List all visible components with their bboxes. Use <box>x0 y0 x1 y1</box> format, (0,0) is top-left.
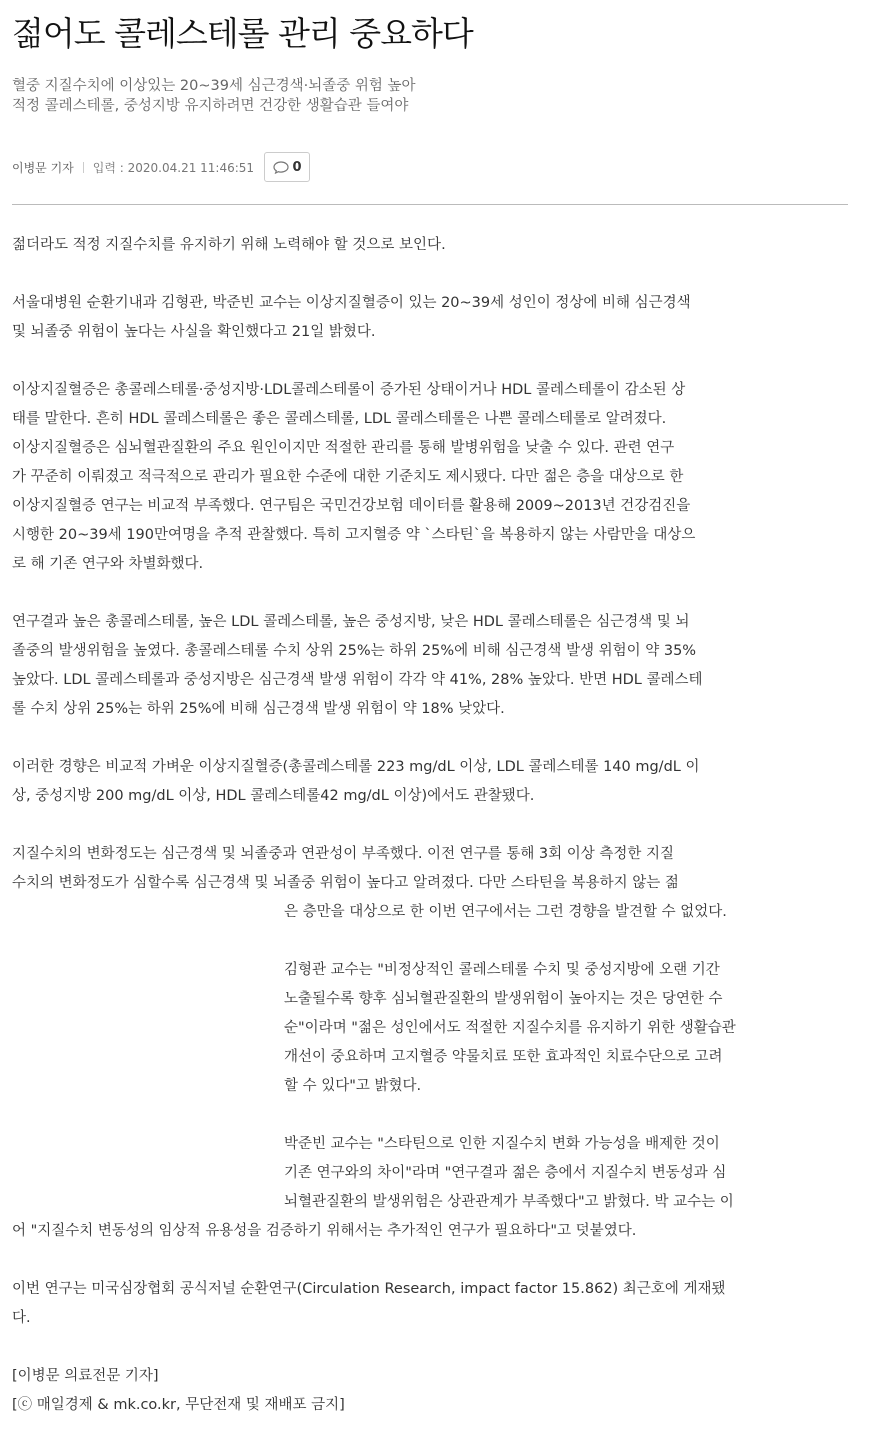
paragraph: 서울대병원 순환기내과 김형관, 박준빈 교수는 이상지질혈증이 있는 20~39세 성인이 정상에 비해 심근경색 및 뇌졸중 위험이 높다는 사실을 확인했다고 21일 밝혔다. <box>12 295 691 340</box>
paragraph: 이번 연구는 미국심장협회 공식저널 순환연구(Circulation Research, impact factor 15.862) 최근호에 게재됐 다. <box>12 1281 726 1326</box>
paragraph: 젊더라도 적정 지질수치를 유지하기 위해 노력해야 할 것으로 보인다. <box>12 237 446 253</box>
header-divider <box>12 204 848 205</box>
paragraph: 김형관 교수는 "비정상적인 콜레스테롤 수치 및 중성지방에 오랜 기간 노출될수록 향후 심뇌혈관질환의 발생위험이 높아지는 것은 당연한 수 순"이라며 "젊은 성인에서도 적절한 지질수치를 유지하기 위한 생활습관 개선이 중요하며 고지혈증 약물치료 또한 효과적인 치료수단으로 고려 할 수 있다"고 밝혔다. <box>284 962 736 1094</box>
article-subtitle <box>12 76 415 116</box>
paragraph: 이상지질혈증은 총콜레스테롤·중성지방·LDL콜레스테롤이 증가된 상태이거나 HDL 콜레스테롤이 감소된 상 태를 말한다. 흔히 HDL 콜레스테롤은 좋은 콜레스테롤, LDL 콜레스테롤은 나쁜 콜레스테롤로 알려졌다. 이상지질혈증은 심뇌혈관질환의 주요 원인이지만 적절한 관리를 통해 발병위험을 낮출 수 있다. 관련 연구 가 꾸준히 이뤄졌고 적극적으로 관리가 필요한 수준에 대한 기준치도 제시됐다. 다만 젊은 층을 대상으로 한 이상지질혈증 연구는 비교적 부족했다. 연구팀은 국민건강보험 데이터를 활용해 2009~2013년 건강검진을 시행한 20~39세 190만여명을 추적 관찰했다. 특히 고지혈증 약 `스타틴`을 복용하지 않는 사람만을 대상으 로 해 기존 연구와 차별화했다. <box>12 382 696 572</box>
paragraph: 박준빈 교수는 "스타틴으로 인한 지질수치 변화 가능성을 배제한 것이 기존 연구와의 차이"라며 "연구결과 젊은 층에서 지질수치 변동성과 심 뇌혈관질환의 발생위험은 상관관계가 부족했다"고 밝혔다. 박 교수는 이 <box>284 1136 734 1210</box>
reporter-byline: [이병문 의료전문 기자] <box>12 1368 159 1384</box>
paragraph: 이러한 경향은 비교적 가벼운 이상지질혈증(총콜레스테롤 223 mg/dL 이상, LDL 콜레스테롤 140 mg/dL 이 상, 중성지방 200 mg/dL 이상, HDL 콜레스테롤42 mg/dL 이상)에서도 관찰됐다. <box>12 759 700 804</box>
article-title: 젊어도 콜레스테롤 관리 중요하다 <box>12 14 473 53</box>
meta-divider <box>83 162 84 173</box>
article-body <box>12 231 838 1420</box>
author-name[interactable]: 이병문 기자 <box>12 160 74 175</box>
comment-count: 0 <box>292 159 302 175</box>
article-meta <box>12 152 310 182</box>
published-date: 입력 : 2020.04.21 11:46:51 <box>92 160 255 175</box>
subtitle-line: 혈중 지질수치에 이상있는 20~39세 심근경색·뇌졸중 위험 높아 <box>12 78 416 94</box>
paragraph: 연구결과 높은 총콜레스테롤, 높은 LDL 콜레스테롤, 높은 중성지방, 낮은 HDL 콜레스테롤은 심근경색 및 뇌 졸중의 발생위험을 높였다. 총콜레스테롤 수치 상위 25%는 하위 25%에 비해 심근경색 발생 위험이 약 35% 높았다. LDL 콜레스테롤과 중성지방은 심근경색 발생 위험이 각각 약 41%, 28% 높았다. 반면 HDL 콜레스테 롤 수치 상위 25%는 하위 25%에 비해 심근경색 발생 위험이 약 18% 낮았다. <box>12 614 703 717</box>
speech-bubble-icon <box>273 161 289 174</box>
comment-button[interactable] <box>264 152 310 182</box>
paragraph-continued: 은 층만을 대상으로 한 이번 연구에서는 그런 경향을 발견할 수 없었다. <box>284 904 727 920</box>
paragraph-continued: 어 "지질수치 변동성의 임상적 유용성을 검증하기 위해서는 추가적인 연구가 필요하다"고 덧붙였다. <box>12 1223 637 1239</box>
subtitle-line: 적정 콜레스테롤, 중성지방 유지하려면 건강한 생활습관 들여야 <box>12 98 409 114</box>
paragraph: 지질수치의 변화정도는 심근경색 및 뇌졸중과 연관성이 부족했다. 이전 연구를 통해 3회 이상 측정한 지질 수치의 변화정도가 심할수록 심근경색 및 뇌졸중 위험이 높다고 알려졌다. 다만 스타틴을 복용하지 않는 젊 <box>12 846 679 891</box>
copyright-notice: [ⓒ 매일경제 & mk.co.kr, 무단전재 및 재배포 금지] <box>12 1397 345 1413</box>
